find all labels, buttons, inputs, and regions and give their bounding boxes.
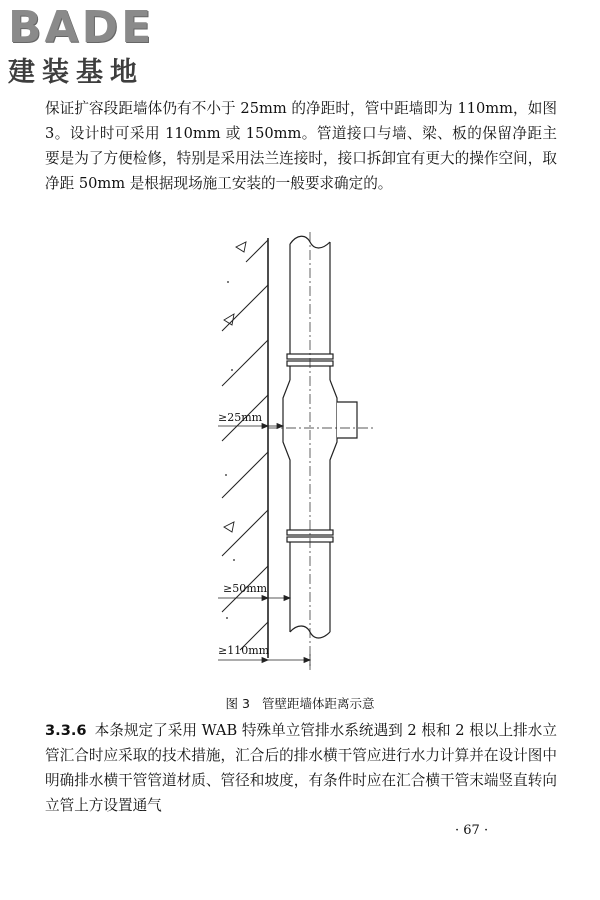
logo-brand: BADE bbox=[8, 2, 155, 53]
section-text: 本条规定了采用 WAB 特殊单立管排水系统遇到 2 根和 2 根以上排水立管汇合时应采取的技术措施，汇合后的排水横干管应进行水力计算并在设计图中明确排水横干管管道材质、管径和坡度，有条件时应在汇合横干管末端竖直转向立管上方设置通气 bbox=[45, 722, 557, 814]
label-50mm: ≥50mm bbox=[223, 582, 268, 595]
wall bbox=[222, 238, 268, 658]
section-paragraph bbox=[45, 718, 557, 818]
pipe-centerline bbox=[268, 232, 375, 670]
caption-text: 管壁距墙体距离示意 bbox=[261, 696, 375, 711]
body-paragraph-1: 保证扩容段距墙体仍有不小于 25mm 的净距时，管中距墙即为 110mm，如图 3。设计时可采用 110mm 或 150mm。管道接口与墙、梁、板的保留净距主要是为了方便检修，特别是采用法兰连接时，接口拆卸宜有更大的操作空间，取净距 50mm 是根据现场施工安装的一般要求确定的。 bbox=[45, 100, 557, 192]
figure-pipe-wall-distance bbox=[0, 230, 600, 690]
label-25mm: ≥25mm bbox=[218, 411, 263, 424]
section-number: 3.3.6 bbox=[45, 722, 87, 739]
vertical-pipe bbox=[283, 236, 357, 638]
label-110mm: ≥110mm bbox=[218, 644, 270, 657]
caption-number: 图 3 bbox=[225, 696, 250, 711]
logo bbox=[8, 2, 178, 88]
page-number: · 67 · bbox=[455, 823, 489, 838]
logo-chinese-name: 建装基地 bbox=[8, 57, 144, 88]
dimension-50mm bbox=[218, 596, 290, 601]
figure-caption bbox=[0, 694, 600, 712]
